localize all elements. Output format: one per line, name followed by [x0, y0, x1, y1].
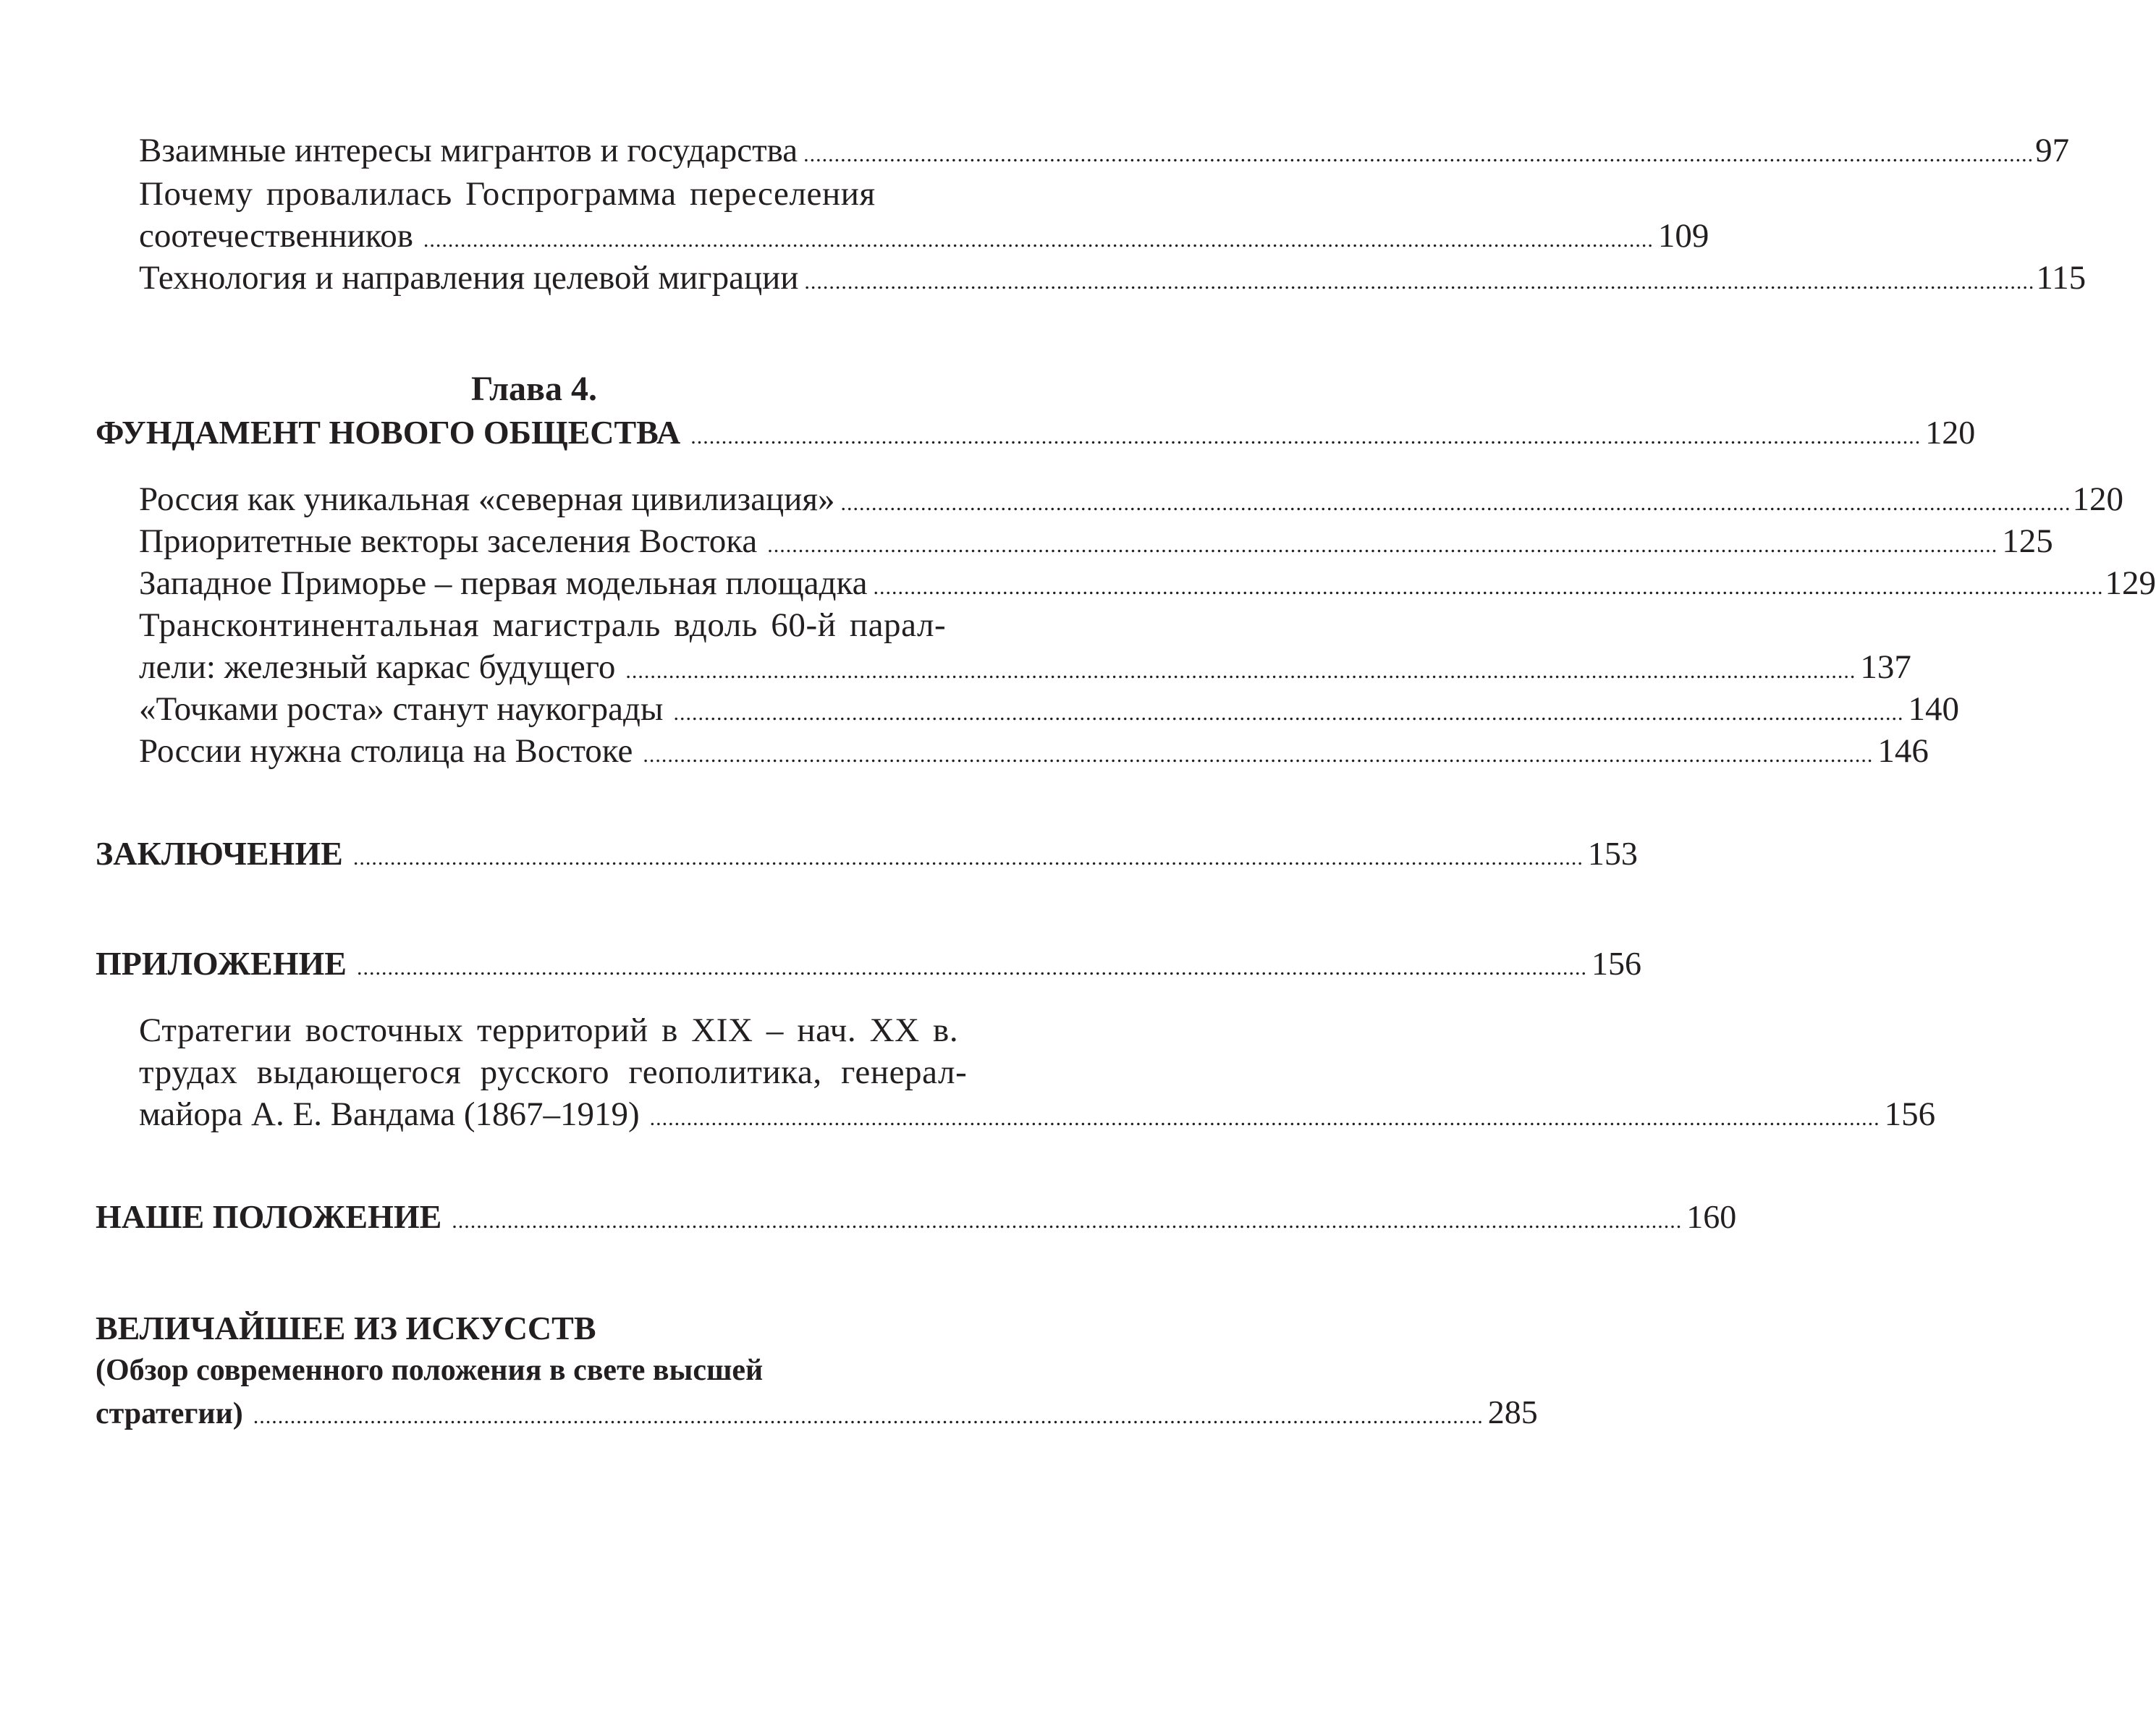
section-title: НАШЕ ПОЛОЖЕНИЕ: [96, 1198, 442, 1235]
chapter-title: ФУНДАМЕНТ НОВОГО ОБЩЕСТВА: [96, 414, 681, 451]
section-title: ПРИЛОЖЕНИЕ: [96, 945, 347, 982]
toc-entry-page: 109: [1657, 217, 1709, 255]
toc-entry-page: 156: [1884, 1095, 1936, 1133]
toc-entry[interactable]: [139, 645, 1911, 689]
toc-entry[interactable]: [139, 687, 1959, 731]
greatest-art-title[interactable]: [96, 1307, 993, 1350]
section-subtitle: (Обзор современного положения в свете высшей: [96, 1354, 764, 1387]
dot-leader: ........................................................................................................................................................................................................: [625, 659, 1856, 683]
dot-leader: ........................................................................................................................................................................................................: [803, 143, 2034, 166]
greatest-art-subtitle: [96, 1349, 993, 1392]
conclusion-entry[interactable]: [96, 832, 1638, 875]
toc-entry-page: 160: [1686, 1198, 1737, 1235]
toc-entry-title: Западное Приморье – первая модельная площадка: [139, 564, 868, 602]
chapter-title-entry[interactable]: [96, 411, 1976, 454]
toc-entry-title: Почему провалилась Госпрограмма переселения: [139, 175, 876, 213]
toc-entry-title: соотечественников: [139, 217, 413, 255]
toc-entry-continued[interactable]: [139, 1009, 993, 1052]
toc-entry-page: 153: [1587, 835, 1638, 872]
toc-entry-page: 125: [2002, 522, 2053, 560]
toc-entry[interactable]: [139, 256, 2087, 300]
toc-entry-page: 140: [1908, 690, 1959, 728]
dot-leader: ........................................................................................................................................................................................................: [673, 701, 1904, 725]
chapter-number: Глава 4.: [471, 370, 597, 408]
dot-leader: ........................................................................................................................................................................................................: [352, 846, 1584, 870]
toc-entry-page: 120: [1925, 414, 1976, 451]
greatest-art-entry[interactable]: [96, 1391, 1538, 1434]
dot-leader: ........................................................................................................................................................................................................: [767, 533, 1998, 557]
toc-entry-title: Взаимные интересы мигрантов и государства: [139, 132, 798, 169]
toc-entry-continued[interactable]: [139, 603, 993, 647]
toc-entry[interactable]: [139, 561, 2156, 605]
dot-leader: ........................................................................................................................................................................................................: [873, 575, 2104, 599]
toc-entry-title: майора А. Е. Вандама (1867–1919): [139, 1095, 640, 1133]
toc-entry-page: 146: [1877, 732, 1929, 770]
toc-entry-title: «Точками роста» станут наукограды: [139, 690, 664, 728]
dot-leader: ........................................................................................................................................................................................................: [804, 270, 2035, 294]
toc-entry-page: 156: [1591, 945, 1641, 982]
dot-leader: ........................................................................................................................................................................................................: [423, 228, 1654, 252]
dot-leader: ........................................................................................................................................................................................................: [643, 743, 1874, 767]
toc-entry[interactable]: [139, 129, 2070, 172]
our-position-entry[interactable]: [96, 1195, 1737, 1239]
toc-entry-page: 137: [1860, 648, 1911, 686]
section-title: ЗАКЛЮЧЕНИЕ: [96, 835, 343, 872]
toc-entry-title: Приоритетные векторы заселения Востока: [139, 522, 758, 560]
dot-leader: ........................................................................................................................................................................................................: [253, 1404, 1484, 1428]
dot-leader: ........................................................................................................................................................................................................: [840, 491, 2071, 515]
toc-entry-continued[interactable]: [139, 172, 993, 216]
toc-entry-continued[interactable]: [139, 1051, 993, 1094]
toc-entry[interactable]: [139, 478, 2123, 521]
toc-entry-page: 97: [2035, 132, 2070, 169]
toc-entry[interactable]: [139, 729, 1929, 773]
toc-entry[interactable]: [139, 214, 1709, 258]
toc-entry-title: лели: железный каркас будущего: [139, 648, 616, 686]
dot-leader: ........................................................................................................................................................................................................: [649, 1106, 1880, 1130]
section-title: ВЕЛИЧАЙШЕЕ ИЗ ИСКУССТВ: [96, 1310, 596, 1347]
dot-leader: ........................................................................................................................................................................................................: [690, 425, 1922, 449]
toc-entry[interactable]: [139, 520, 2053, 563]
toc-entry-page: 115: [2036, 259, 2087, 297]
dot-leader: ........................................................................................................................................................................................................: [356, 956, 1587, 980]
toc-entry-page: 120: [2072, 480, 2123, 518]
toc-entry-page: 129: [2105, 564, 2156, 602]
toc-entry-title: России нужна столица на Востоке: [139, 732, 633, 770]
section-subtitle: стратегии): [96, 1397, 243, 1430]
toc-entry-page: 285: [1487, 1394, 1538, 1430]
appendix-entry[interactable]: [96, 942, 1641, 985]
toc-entry-title: Трансконтинентальная магистраль вдоль 60-й парал-: [139, 606, 947, 644]
toc-entry-title: Технология и направления целевой миграции: [139, 259, 799, 297]
toc-entry-title: трудах выдающегося русского геополитика, генерал-: [139, 1053, 968, 1091]
toc-entry-title: Россия как уникальная «северная цивилизация»: [139, 480, 835, 518]
toc-entry[interactable]: [139, 1093, 1936, 1136]
dot-leader: ........................................................................................................................................................................................................: [452, 1209, 1683, 1233]
toc-entry-title: Стратегии восточных территорий в XIX – нач. XX в.: [139, 1012, 959, 1049]
